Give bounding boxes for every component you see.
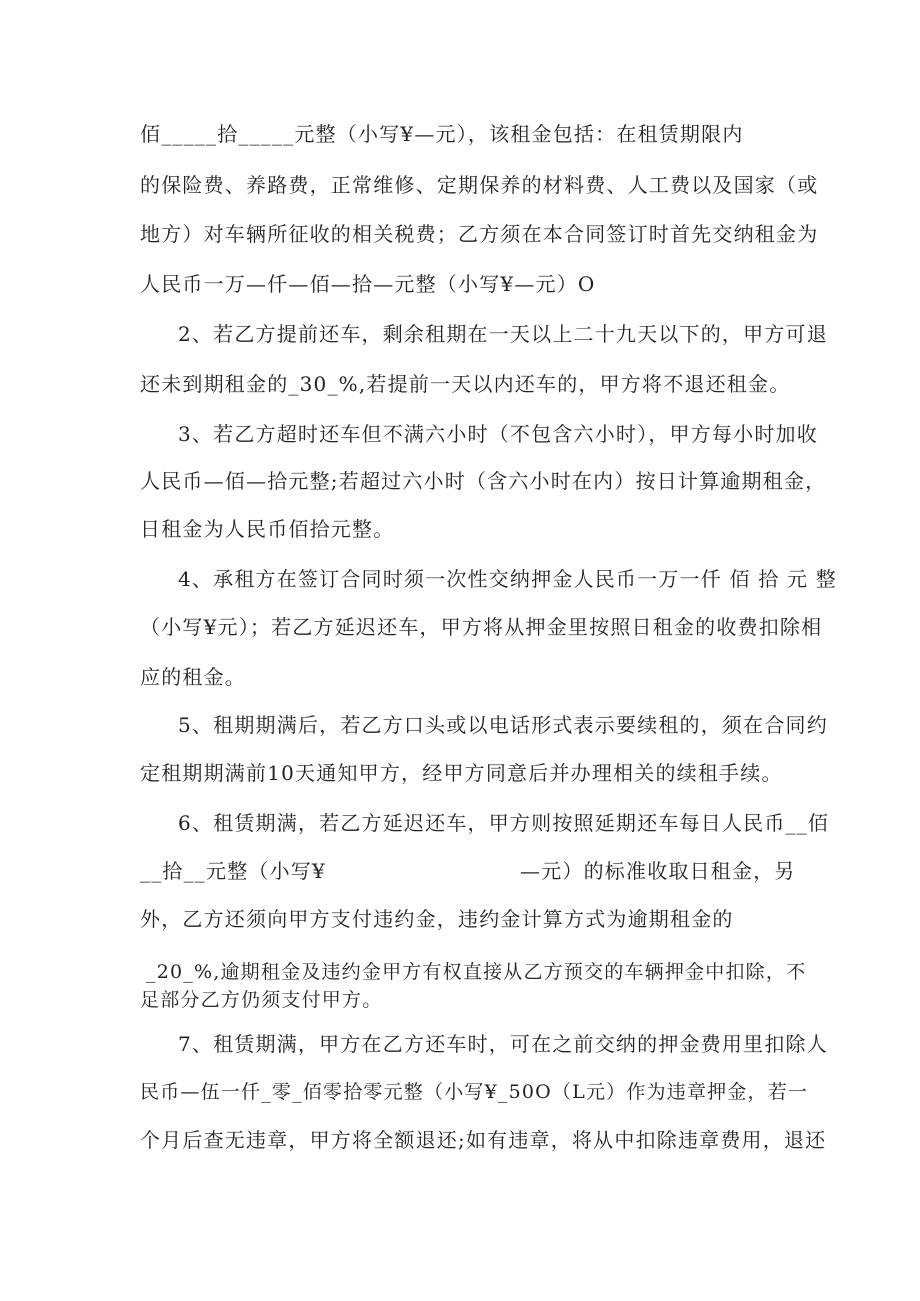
paragraph-start-line: 6、租赁期满，若乙方延迟还车，甲方则按照延期还车每日人民币__佰 <box>178 811 830 835</box>
text-line: 定租期期满前10天通知甲方，经甲方同意后并办理相关的续租手续。 <box>140 761 783 785</box>
paragraph-start-line: 4、承租方在签订合同时须一次性交纳押金人民币一万一仟 佰 拾 元 整 <box>178 567 837 591</box>
text-line: 人民币—佰—拾元整;若超过六小时（含六小时在内）按日计算逾期租金， <box>140 469 827 493</box>
paragraph-start-line: 5、租期期满后，若乙方口头或以电话形式表示要续租的，须在合同约 <box>178 713 828 737</box>
text-line: 民币—伍一仟_零_佰零拾零元整（小写¥_50O（L元）作为违章押金，若一 <box>140 1081 809 1103</box>
text-line: _20_%,逾期租金及违约金甲方有权直接从乙方预交的车辆押金中扣除，不 <box>146 961 807 983</box>
text-line: 日租金为人民币佰拾元整。 <box>140 517 395 541</box>
text-line: __拾__元整（小写¥ <box>140 859 326 883</box>
text-line-content: 佰_____拾_____元整（小写¥—元），该租金包括：在租赁期限内 <box>140 122 744 146</box>
text-line: 还未到期租金的_30_%,若提前一天以内还车的，甲方将不退还租金。 <box>140 372 791 396</box>
text-line: —元）的标准收取日租金，另 <box>520 859 796 883</box>
text-line: 个月后查无违章，甲方将全额退还;如有违章，将从中扣除违章费用，退还 <box>140 1128 827 1152</box>
text-line: 应的租金。 <box>140 665 246 689</box>
paragraph-start-line: 7、租赁期满，甲方在乙方还车时，可在之前交纳的押金费用里扣除人 <box>178 1032 828 1056</box>
text-line: 足部分乙方仍须支付甲方。 <box>140 989 383 1011</box>
text-line: 的保险费、养路费，正常维修、定期保养的材料费、人工费以及国家（或 <box>140 173 819 197</box>
text-line <box>140 121 744 147</box>
text-line: 地方）对车辆所征收的相关税费；乙方须在本合同签订时首先交纳租金为 <box>140 222 819 246</box>
paragraph-start-line: 2、若乙方提前还车，剩余租期在一天以上二十九天以下的，甲方可退 <box>178 322 828 346</box>
text-line: （小写¥元）；若乙方延迟还车，甲方将从押金里按照日租金的收费扣除相 <box>140 615 823 639</box>
paragraph-start-line: 3、若乙方超时还车但不满六小时（不包含六小时），甲方每小时加收 <box>178 422 818 446</box>
text-line: 外，乙方还须向甲方支付违约金，违约金计算方式为逾期租金的 <box>140 907 734 931</box>
text-line: 人民币一万—仟—佰—拾—元整（小写¥—元）O <box>140 272 596 296</box>
